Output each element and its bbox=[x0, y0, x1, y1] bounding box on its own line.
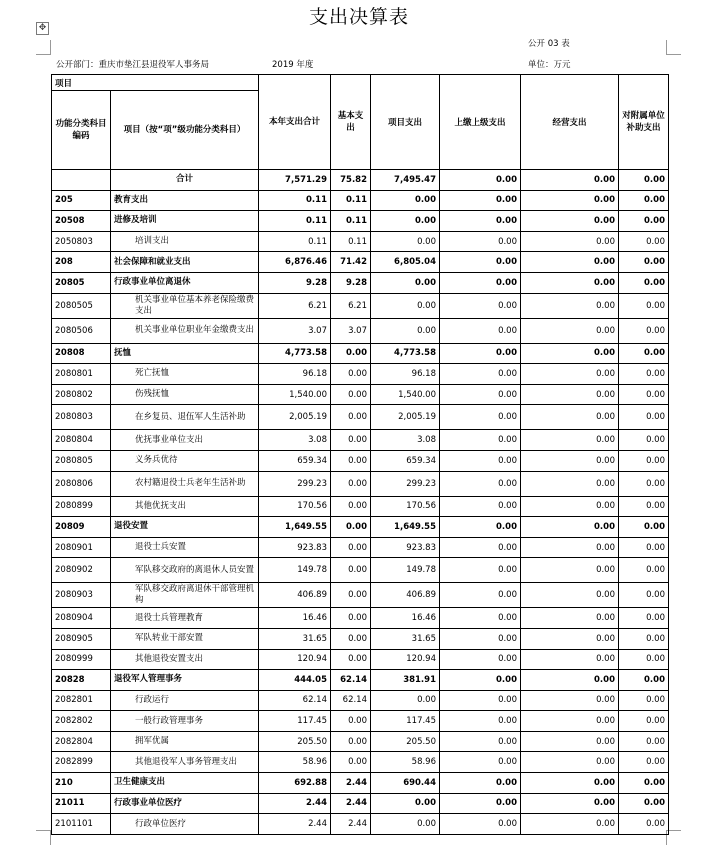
cell-business: 0.00 bbox=[521, 496, 619, 517]
row-code: 2080801 bbox=[52, 364, 111, 385]
cell-basic: 9.28 bbox=[331, 272, 371, 293]
cell-basic: 0.00 bbox=[331, 384, 371, 405]
cell-project: 31.65 bbox=[371, 628, 440, 649]
cell-business: 0.00 bbox=[521, 670, 619, 691]
row-code: 2080905 bbox=[52, 628, 111, 649]
cell-basic: 0.00 bbox=[331, 430, 371, 451]
cell-total: 62.14 bbox=[259, 690, 331, 711]
cell-subsidy: 0.00 bbox=[619, 471, 669, 496]
row-code: 20828 bbox=[52, 670, 111, 691]
page-title: 支出决算表 bbox=[308, 6, 409, 28]
row-code: 2080999 bbox=[52, 649, 111, 670]
row-code: 208 bbox=[52, 252, 111, 273]
cell-upper: 0.00 bbox=[440, 405, 521, 430]
cell-subsidy: 0.00 bbox=[619, 364, 669, 385]
cell-project: 0.00 bbox=[371, 793, 440, 814]
cell-business: 0.00 bbox=[521, 537, 619, 558]
cell-subsidy: 0.00 bbox=[619, 405, 669, 430]
row-code: 2080505 bbox=[52, 293, 111, 318]
cell-business: 0.00 bbox=[521, 471, 619, 496]
row-name: 其他优抚支出 bbox=[111, 496, 259, 517]
table-row bbox=[52, 293, 669, 318]
cell-total: 6.21 bbox=[259, 293, 331, 318]
cell-total: 4,773.58 bbox=[259, 343, 331, 364]
cell-project: 0.00 bbox=[371, 211, 440, 232]
cell-basic: 0.11 bbox=[331, 231, 371, 252]
cell-subsidy: 0.00 bbox=[619, 450, 669, 471]
header-project: 项目支出 bbox=[371, 75, 440, 170]
cell-project: 120.94 bbox=[371, 649, 440, 670]
header-business: 经营支出 bbox=[521, 75, 619, 170]
table-row bbox=[52, 343, 669, 364]
cell-business: 0.00 bbox=[521, 430, 619, 451]
row-name: 农村籍退役士兵老年生活补助 bbox=[111, 471, 259, 496]
row-code: 2080899 bbox=[52, 496, 111, 517]
cell-total: 0.11 bbox=[259, 190, 331, 211]
row-code: 2080904 bbox=[52, 608, 111, 629]
cell-total: 444.05 bbox=[259, 670, 331, 691]
cell-subsidy: 0.00 bbox=[619, 272, 669, 293]
table-row bbox=[52, 405, 669, 430]
cell-total: 120.94 bbox=[259, 649, 331, 670]
cell-business: 0.00 bbox=[521, 690, 619, 711]
cell-total: 2,005.19 bbox=[259, 405, 331, 430]
cell-project: 0.00 bbox=[371, 231, 440, 252]
table-row bbox=[52, 272, 669, 293]
cell-project: 2,005.19 bbox=[371, 405, 440, 430]
cell-basic: 0.00 bbox=[331, 471, 371, 496]
table-row bbox=[52, 711, 669, 732]
cell-basic: 2.44 bbox=[331, 793, 371, 814]
row-code: 2082899 bbox=[52, 752, 111, 773]
cell-project: 0.00 bbox=[371, 272, 440, 293]
row-name: 在乡复员、退伍军人生活补助 bbox=[111, 405, 259, 430]
cell-business: 0.00 bbox=[521, 364, 619, 385]
table-row bbox=[52, 628, 669, 649]
cell-project: 16.46 bbox=[371, 608, 440, 629]
cell-subsidy: 0.00 bbox=[619, 517, 669, 538]
row-code: 2080802 bbox=[52, 384, 111, 405]
row-code: 2101101 bbox=[52, 814, 111, 835]
cell-subsidy: 0.00 bbox=[619, 293, 669, 318]
cell-subsidy: 0.00 bbox=[619, 773, 669, 794]
cell-business: 0.00 bbox=[521, 711, 619, 732]
cell-basic: 0.11 bbox=[331, 211, 371, 232]
cell-basic: 0.00 bbox=[331, 450, 371, 471]
cell-project: 690.44 bbox=[371, 773, 440, 794]
cell-upper: 0.00 bbox=[440, 583, 521, 608]
cell-basic: 0.00 bbox=[331, 711, 371, 732]
cell-upper: 0.00 bbox=[440, 471, 521, 496]
cell-basic: 75.82 bbox=[331, 170, 371, 191]
cell-business: 0.00 bbox=[521, 814, 619, 835]
row-code: 20808 bbox=[52, 343, 111, 364]
cell-business: 0.00 bbox=[521, 318, 619, 343]
cell-basic: 0.00 bbox=[331, 343, 371, 364]
table-row bbox=[52, 252, 669, 273]
cell-upper: 0.00 bbox=[440, 430, 521, 451]
cell-project: 381.91 bbox=[371, 670, 440, 691]
row-code bbox=[52, 170, 111, 191]
cell-total: 149.78 bbox=[259, 558, 331, 583]
cell-basic: 0.00 bbox=[331, 583, 371, 608]
row-code: 2080901 bbox=[52, 537, 111, 558]
cell-subsidy: 0.00 bbox=[619, 814, 669, 835]
cell-business: 0.00 bbox=[521, 211, 619, 232]
row-name: 死亡抚恤 bbox=[111, 364, 259, 385]
table-row bbox=[52, 649, 669, 670]
cell-project: 0.00 bbox=[371, 293, 440, 318]
cell-basic: 0.00 bbox=[331, 731, 371, 752]
cell-upper: 0.00 bbox=[440, 343, 521, 364]
row-code: 205 bbox=[52, 190, 111, 211]
cell-business: 0.00 bbox=[521, 450, 619, 471]
row-code: 2082802 bbox=[52, 711, 111, 732]
cell-project: 149.78 bbox=[371, 558, 440, 583]
cell-upper: 0.00 bbox=[440, 272, 521, 293]
table-row bbox=[52, 558, 669, 583]
cell-basic: 0.00 bbox=[331, 608, 371, 629]
row-name: 军队转业干部安置 bbox=[111, 628, 259, 649]
table-row bbox=[52, 670, 669, 691]
header-upper: 上缴上级支出 bbox=[440, 75, 521, 170]
cell-upper: 0.00 bbox=[440, 670, 521, 691]
row-code: 20809 bbox=[52, 517, 111, 538]
cell-basic: 62.14 bbox=[331, 670, 371, 691]
crop-mark-top-left bbox=[36, 40, 51, 55]
cell-business: 0.00 bbox=[521, 293, 619, 318]
table-row bbox=[52, 608, 669, 629]
cell-subsidy: 0.00 bbox=[619, 583, 669, 608]
cell-basic: 0.00 bbox=[331, 405, 371, 430]
cell-total: 659.34 bbox=[259, 450, 331, 471]
cell-business: 0.00 bbox=[521, 343, 619, 364]
row-code: 2082804 bbox=[52, 731, 111, 752]
cell-total: 3.07 bbox=[259, 318, 331, 343]
cell-basic: 0.11 bbox=[331, 190, 371, 211]
row-code: 20508 bbox=[52, 211, 111, 232]
crop-mark-top-right bbox=[666, 40, 681, 55]
cell-subsidy: 0.00 bbox=[619, 558, 669, 583]
cell-basic: 0.00 bbox=[331, 496, 371, 517]
row-name: 行政运行 bbox=[111, 690, 259, 711]
table-row bbox=[52, 583, 669, 608]
cell-project: 1,540.00 bbox=[371, 384, 440, 405]
header-subsidy: 对附属单位补助支出 bbox=[619, 75, 669, 170]
cell-upper: 0.00 bbox=[440, 364, 521, 385]
table-row bbox=[52, 450, 669, 471]
header-name: 项目（按“项”级功能分类科目） bbox=[111, 91, 259, 170]
cell-business: 0.00 bbox=[521, 793, 619, 814]
cell-total: 205.50 bbox=[259, 731, 331, 752]
cell-total: 3.08 bbox=[259, 430, 331, 451]
row-name: 优抚事业单位支出 bbox=[111, 430, 259, 451]
cell-total: 31.65 bbox=[259, 628, 331, 649]
cell-project: 0.00 bbox=[371, 318, 440, 343]
cell-business: 0.00 bbox=[521, 731, 619, 752]
cell-total: 299.23 bbox=[259, 471, 331, 496]
cell-subsidy: 0.00 bbox=[619, 318, 669, 343]
crop-mark-bottom-left bbox=[36, 830, 51, 845]
row-name: 退役士兵安置 bbox=[111, 537, 259, 558]
row-name: 机关事业单位职业年金缴费支出 bbox=[111, 318, 259, 343]
cell-upper: 0.00 bbox=[440, 731, 521, 752]
cell-subsidy: 0.00 bbox=[619, 211, 669, 232]
cell-project: 406.89 bbox=[371, 583, 440, 608]
cell-subsidy: 0.00 bbox=[619, 793, 669, 814]
row-name: 行政事业单位离退休 bbox=[111, 272, 259, 293]
cell-upper: 0.00 bbox=[440, 211, 521, 232]
row-name: 其他退役军人事务管理支出 bbox=[111, 752, 259, 773]
row-code: 2080903 bbox=[52, 583, 111, 608]
row-name: 一般行政管理事务 bbox=[111, 711, 259, 732]
row-name: 卫生健康支出 bbox=[111, 773, 259, 794]
cell-subsidy: 0.00 bbox=[619, 690, 669, 711]
cell-business: 0.00 bbox=[521, 231, 619, 252]
cell-upper: 0.00 bbox=[440, 537, 521, 558]
table-row bbox=[52, 496, 669, 517]
cell-upper: 0.00 bbox=[440, 293, 521, 318]
row-name: 退役士兵管理教育 bbox=[111, 608, 259, 629]
total-row bbox=[52, 170, 669, 191]
cell-business: 0.00 bbox=[521, 405, 619, 430]
cell-total: 170.56 bbox=[259, 496, 331, 517]
cell-total: 9.28 bbox=[259, 272, 331, 293]
cell-subsidy: 0.00 bbox=[619, 670, 669, 691]
cell-total: 2.44 bbox=[259, 793, 331, 814]
cell-upper: 0.00 bbox=[440, 558, 521, 583]
table-row bbox=[52, 537, 669, 558]
cell-basic: 2.44 bbox=[331, 814, 371, 835]
cell-upper: 0.00 bbox=[440, 814, 521, 835]
row-name: 军队移交政府的离退休人员安置 bbox=[111, 558, 259, 583]
cell-total: 1,649.55 bbox=[259, 517, 331, 538]
row-code: 2080805 bbox=[52, 450, 111, 471]
cell-upper: 0.00 bbox=[440, 496, 521, 517]
cell-basic: 0.00 bbox=[331, 752, 371, 773]
cell-project: 117.45 bbox=[371, 711, 440, 732]
cell-basic: 2.44 bbox=[331, 773, 371, 794]
cell-total: 16.46 bbox=[259, 608, 331, 629]
cell-total: 406.89 bbox=[259, 583, 331, 608]
row-name: 行政事业单位医疗 bbox=[111, 793, 259, 814]
cell-total: 6,876.46 bbox=[259, 252, 331, 273]
cell-project: 659.34 bbox=[371, 450, 440, 471]
cell-project: 0.00 bbox=[371, 190, 440, 211]
row-name: 进修及培训 bbox=[111, 211, 259, 232]
cell-subsidy: 0.00 bbox=[619, 430, 669, 451]
cell-subsidy: 0.00 bbox=[619, 731, 669, 752]
cell-total: 0.11 bbox=[259, 211, 331, 232]
cell-subsidy: 0.00 bbox=[619, 649, 669, 670]
row-name: 抚恤 bbox=[111, 343, 259, 364]
cell-subsidy: 0.00 bbox=[619, 343, 669, 364]
cell-total: 7,571.29 bbox=[259, 170, 331, 191]
row-code: 2082801 bbox=[52, 690, 111, 711]
expenditure-table bbox=[51, 74, 669, 835]
row-code: 2080506 bbox=[52, 318, 111, 343]
row-code: 210 bbox=[52, 773, 111, 794]
row-name: 行政单位医疗 bbox=[111, 814, 259, 835]
cell-upper: 0.00 bbox=[440, 628, 521, 649]
cell-upper: 0.00 bbox=[440, 793, 521, 814]
cell-upper: 0.00 bbox=[440, 252, 521, 273]
row-code: 2080902 bbox=[52, 558, 111, 583]
cell-basic: 0.00 bbox=[331, 628, 371, 649]
cell-business: 0.00 bbox=[521, 252, 619, 273]
row-name: 退役军人管理事务 bbox=[111, 670, 259, 691]
table-row bbox=[52, 231, 669, 252]
cell-subsidy: 0.00 bbox=[619, 711, 669, 732]
header-code: 功能分类科目编码 bbox=[52, 91, 111, 170]
cell-project: 4,773.58 bbox=[371, 343, 440, 364]
cell-upper: 0.00 bbox=[440, 690, 521, 711]
row-name: 机关事业单位基本养老保险缴费支出 bbox=[111, 293, 259, 318]
row-code: 20805 bbox=[52, 272, 111, 293]
row-name: 军队移交政府离退休干部管理机构 bbox=[111, 583, 259, 608]
cell-project: 96.18 bbox=[371, 364, 440, 385]
table-row bbox=[52, 517, 669, 538]
row-code: 2080803 bbox=[52, 405, 111, 430]
cell-upper: 0.00 bbox=[440, 711, 521, 732]
row-name: 教育支出 bbox=[111, 190, 259, 211]
table-row bbox=[52, 731, 669, 752]
form-number: 公开 03 表 bbox=[528, 39, 570, 49]
table-row bbox=[52, 752, 669, 773]
cell-subsidy: 0.00 bbox=[619, 496, 669, 517]
row-name: 合计 bbox=[111, 170, 259, 191]
cell-upper: 0.00 bbox=[440, 318, 521, 343]
cell-total: 692.88 bbox=[259, 773, 331, 794]
row-code: 21011 bbox=[52, 793, 111, 814]
row-name: 伤残抚恤 bbox=[111, 384, 259, 405]
cell-subsidy: 0.00 bbox=[619, 537, 669, 558]
cell-upper: 0.00 bbox=[440, 752, 521, 773]
cell-upper: 0.00 bbox=[440, 773, 521, 794]
cell-project: 58.96 bbox=[371, 752, 440, 773]
cell-basic: 0.00 bbox=[331, 649, 371, 670]
cell-subsidy: 0.00 bbox=[619, 628, 669, 649]
cell-subsidy: 0.00 bbox=[619, 608, 669, 629]
cell-upper: 0.00 bbox=[440, 649, 521, 670]
table-row bbox=[52, 364, 669, 385]
table-row bbox=[52, 690, 669, 711]
cell-business: 0.00 bbox=[521, 384, 619, 405]
cell-business: 0.00 bbox=[521, 773, 619, 794]
cell-basic: 0.00 bbox=[331, 364, 371, 385]
cell-basic: 0.00 bbox=[331, 558, 371, 583]
row-name: 其他退役安置支出 bbox=[111, 649, 259, 670]
unit-label: 单位：万元 bbox=[528, 60, 571, 70]
cell-subsidy: 0.00 bbox=[619, 170, 669, 191]
cell-business: 0.00 bbox=[521, 170, 619, 191]
table-row bbox=[52, 471, 669, 496]
row-name: 拥军优属 bbox=[111, 731, 259, 752]
cell-total: 96.18 bbox=[259, 364, 331, 385]
cell-upper: 0.00 bbox=[440, 170, 521, 191]
cell-subsidy: 0.00 bbox=[619, 384, 669, 405]
cell-project: 205.50 bbox=[371, 731, 440, 752]
cell-project: 170.56 bbox=[371, 496, 440, 517]
cell-project: 299.23 bbox=[371, 471, 440, 496]
cell-subsidy: 0.00 bbox=[619, 252, 669, 273]
cell-basic: 3.07 bbox=[331, 318, 371, 343]
header-basic: 基本支出 bbox=[331, 75, 371, 170]
cell-project: 3.08 bbox=[371, 430, 440, 451]
cell-business: 0.00 bbox=[521, 752, 619, 773]
header-total: 本年支出合计 bbox=[259, 75, 331, 170]
table-row bbox=[52, 190, 669, 211]
cell-total: 0.11 bbox=[259, 231, 331, 252]
cell-upper: 0.00 bbox=[440, 517, 521, 538]
cell-business: 0.00 bbox=[521, 558, 619, 583]
table-row bbox=[52, 211, 669, 232]
table-row bbox=[52, 318, 669, 343]
cell-subsidy: 0.00 bbox=[619, 231, 669, 252]
cell-project: 7,495.47 bbox=[371, 170, 440, 191]
cell-basic: 62.14 bbox=[331, 690, 371, 711]
cell-total: 1,540.00 bbox=[259, 384, 331, 405]
cell-project: 1,649.55 bbox=[371, 517, 440, 538]
row-name: 培训支出 bbox=[111, 231, 259, 252]
cell-upper: 0.00 bbox=[440, 608, 521, 629]
row-code: 2080804 bbox=[52, 430, 111, 451]
cell-subsidy: 0.00 bbox=[619, 752, 669, 773]
cell-business: 0.00 bbox=[521, 190, 619, 211]
cell-business: 0.00 bbox=[521, 517, 619, 538]
cell-business: 0.00 bbox=[521, 272, 619, 293]
table-row bbox=[52, 793, 669, 814]
cell-business: 0.00 bbox=[521, 608, 619, 629]
cell-total: 923.83 bbox=[259, 537, 331, 558]
row-name: 义务兵优待 bbox=[111, 450, 259, 471]
cell-basic: 71.42 bbox=[331, 252, 371, 273]
cell-business: 0.00 bbox=[521, 583, 619, 608]
cell-project: 0.00 bbox=[371, 690, 440, 711]
cell-upper: 0.00 bbox=[440, 231, 521, 252]
table-move-handle-icon[interactable]: ✥ bbox=[36, 22, 49, 35]
table-row bbox=[52, 430, 669, 451]
row-code: 2050803 bbox=[52, 231, 111, 252]
row-name: 社会保障和就业支出 bbox=[111, 252, 259, 273]
table-row bbox=[52, 384, 669, 405]
header-item: 项目 bbox=[52, 75, 259, 91]
cell-total: 117.45 bbox=[259, 711, 331, 732]
cell-basic: 0.00 bbox=[331, 517, 371, 538]
row-name: 退役安置 bbox=[111, 517, 259, 538]
cell-upper: 0.00 bbox=[440, 384, 521, 405]
row-code: 2080806 bbox=[52, 471, 111, 496]
cell-upper: 0.00 bbox=[440, 190, 521, 211]
table-row bbox=[52, 773, 669, 794]
cell-business: 0.00 bbox=[521, 628, 619, 649]
table-row bbox=[52, 814, 669, 835]
fiscal-year: 2019 年度 bbox=[272, 60, 314, 70]
cell-subsidy: 0.00 bbox=[619, 190, 669, 211]
cell-project: 923.83 bbox=[371, 537, 440, 558]
cell-business: 0.00 bbox=[521, 649, 619, 670]
cell-upper: 0.00 bbox=[440, 450, 521, 471]
cell-total: 58.96 bbox=[259, 752, 331, 773]
cell-basic: 6.21 bbox=[331, 293, 371, 318]
cell-project: 0.00 bbox=[371, 814, 440, 835]
department-label: 公开部门：重庆市垫江县退役军人事务局 bbox=[56, 60, 210, 70]
cell-basic: 0.00 bbox=[331, 537, 371, 558]
cell-project: 6,805.04 bbox=[371, 252, 440, 273]
cell-total: 2.44 bbox=[259, 814, 331, 835]
